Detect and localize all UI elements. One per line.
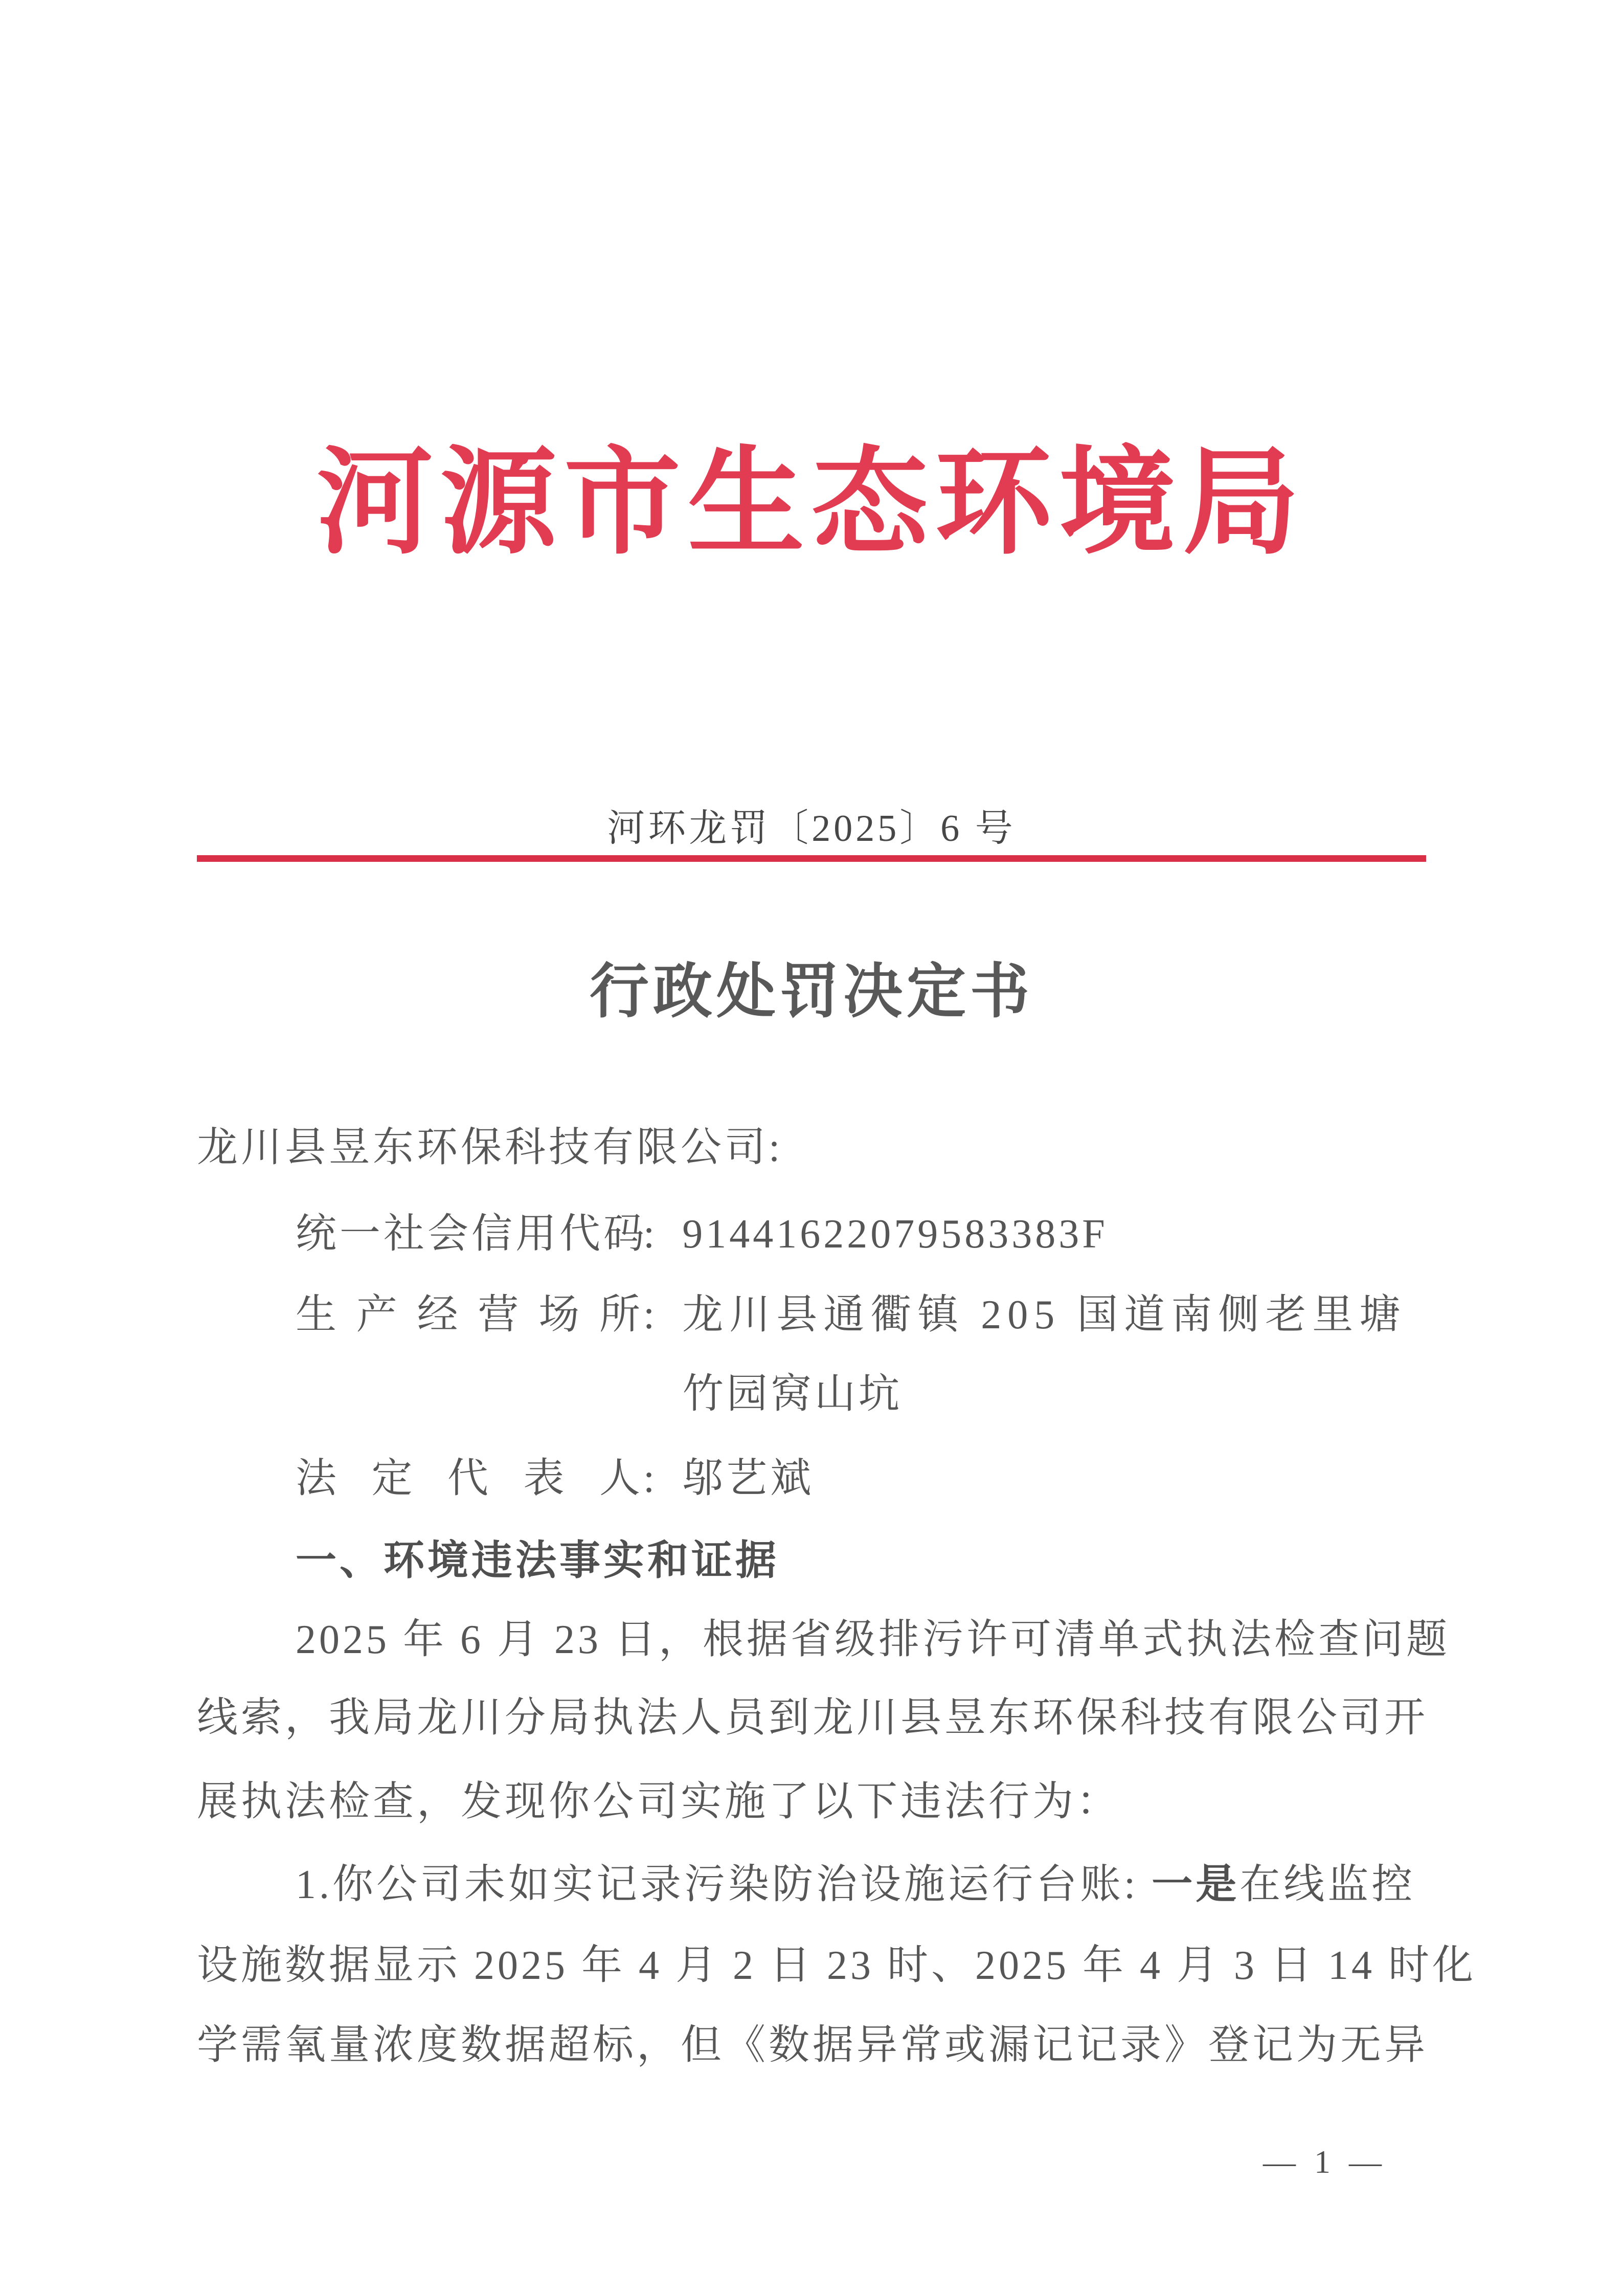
business-site-line [296,1291,1406,1339]
red-divider-line [197,855,1426,862]
credit-code-value: 91441622079583383F [682,1212,1108,1257]
credit-code-line [296,1211,1108,1258]
business-site-value: 龙川县通衢镇 205 国道南侧老里塘 [682,1292,1407,1338]
paragraph2-line3: 学需氧量浓度数据超标，但《数据异常或漏记记录》登记为无异 [197,2023,1428,2068]
credit-code-label: 统一社会信用代码 [296,1212,647,1257]
legal-representative-label: 法定代表人 [296,1456,643,1501]
business-site-continuation-line: 竹园窝山坑 [683,1372,903,1417]
agency-masthead-title: 河源市生态环境局 [317,439,1306,568]
legal-representative-value: 邬艺斌 [682,1456,815,1501]
paragraph2-line1-text: 1.你公司未如实记录污染防治设施运行台账: [296,1862,1152,1907]
credit-code-colon: : [643,1212,658,1257]
paragraph1-line2: 线索，我局龙川分局执法人员到龙川县昱东环保科技有限公司开 [197,1696,1428,1741]
legal-representative-line [296,1455,814,1502]
recipient-company-line: 龙川县昱东环保科技有限公司: [197,1125,783,1170]
paragraph1-line3: 展执法检查，发现你公司实施了以下违法行为： [197,1779,1120,1824]
document-reference-number: 河环龙罚〔2025〕6 号 [607,808,1016,850]
business-site-label: 生产经营场所 [296,1292,643,1338]
paragraph2-line1-emphasis: 一是 [1152,1861,1240,1907]
paragraph2-line1 [296,1861,1415,1908]
section1-heading: 一、环境违法事实和证据 [296,1537,779,1583]
document-title: 行政处罚决定书 [590,960,1033,1025]
paragraph2-line2: 设施数据显示 2025 年 4 月 2 日 23 时、2025 年 4 月 3 日 14 时化 [197,1943,1476,1988]
business-site-colon: : [643,1292,658,1338]
paragraph2-line1-tail: 在线监控 [1239,1862,1416,1907]
paragraph1-line1: 2025 年 6 月 23 日，根据省级排污许可清单式执法检查问题 [296,1617,1450,1662]
legal-representative-colon: : [643,1456,658,1501]
page-number: — 1 — [1263,2144,1387,2180]
